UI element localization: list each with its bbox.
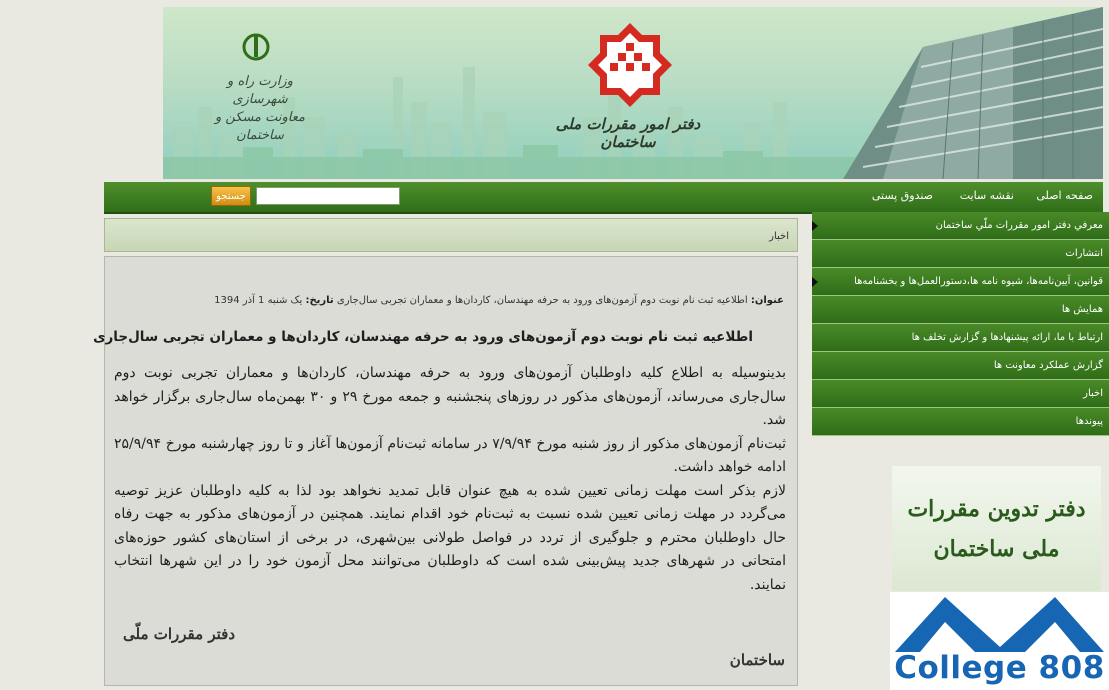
office-banner-ad[interactable] (892, 466, 1101, 591)
signature-line-1: دفتر مقررات ملّی (123, 625, 236, 643)
college-banner-ad[interactable] (890, 592, 1109, 690)
article-panel (93, 256, 798, 686)
article-body (114, 362, 786, 597)
sidebar-item-conferences[interactable] (812, 296, 1109, 324)
banner-line-2: ملی ساختمان (933, 536, 1060, 562)
article-headline: اطلاعیه ثبت نام نوبت دوم آزمون‌های ورود به حرفه مهندسان، کاردان‌ها و معماران تجربی سال‌جاری (93, 329, 753, 345)
college-banner-text: College 808 (894, 650, 1105, 686)
sidebar-item-links[interactable] (812, 408, 1109, 436)
banner-line-1: دفتر تدوین مقررات (907, 496, 1086, 522)
sidebar-menu (812, 212, 1109, 436)
sidebar-item-label: همايش ها (1061, 304, 1103, 315)
arrow-right-icon (812, 221, 818, 231)
sidebar-item-contact[interactable] (812, 324, 1109, 352)
sidebar-item-label: معرفي دفتر امور مقررات ملّي ساختمان (935, 220, 1103, 231)
nav-sitemap-link[interactable]: نقشه سایت (959, 189, 1014, 202)
sidebar-item-publications[interactable] (812, 240, 1109, 268)
meta-date: یک شنبه 1 آذر 1394 (214, 295, 303, 306)
sidebar-item-about[interactable] (812, 212, 1109, 240)
sidebar-item-news[interactable] (812, 380, 1109, 408)
office-name: دفتر امور مقررات ملی ساختمان (555, 115, 701, 151)
header-banner (163, 7, 1103, 179)
article-paragraph: لازم بذکر است مهلت زمانی تعیین شده به هیچ عنوان قابل تمدید نخواهد بود لذا به کلیه داوطلبان عزیز توصیه می‌گردد در مهلت زمانی تعیین شده نسبت به ثبت‌نام خود اقدام نمایند. همچنین در آزمون‌های مذکور به جهت رفاه حال داوطلبان محترم و جلوگیری از تردد در فواصل طولانی بین‌شهری، در برخی از استان‌های کشور حوزه‌های امتحانی در شهرهای جدید پیش‌بینی شده است که داوطلبان می‌توانند محل آزمون خود را در این شهرها انتخاب نمایند. (114, 482, 786, 593)
college-logo-icon (890, 592, 1109, 652)
section-title-bar (104, 218, 798, 252)
nav-mailbox-link[interactable]: صندوق پستی (871, 189, 933, 202)
search-button[interactable]: جستجو (211, 186, 251, 206)
office-logo-icon (588, 23, 672, 107)
search-input[interactable] (256, 187, 400, 205)
sidebar-item-label: انتشارات (1065, 248, 1103, 259)
nav-home-link[interactable]: صفحه اصلی (1036, 189, 1093, 202)
meta-title: اطلاعیه ثبت نام نوبت دوم آزمون‌های ورود به حرفه مهندسان، کاردان‌ها و معماران تجربی سال‌جاری (336, 295, 748, 306)
arrow-right-icon (812, 277, 818, 287)
article-paragraph: بدینوسیله به اطلاع کلیه داوطلبان آزمون‌های ورود به حرفه مهندسان، کاردان‌ها و معماران تجربی نوبت دوم سال‌جاری می‌رساند، آزمون‌های مذکور در روزهای پنجشنبه و جمعه مورخ ۲۹ و ۳۰ بهمن‌ماه سال‌جاری برگزار خواهد شد. (114, 365, 786, 428)
sidebar-item-regulations[interactable] (812, 268, 1109, 296)
signature-line-2: ساختمان (729, 651, 785, 669)
sidebar-item-label: قوانين، آيين‌نامه‌ها، شيوه نامه ها،دستورالعمل‌ها و بخشنامه‌ها (854, 276, 1103, 287)
iran-emblem-icon (244, 35, 268, 59)
sidebar-item-label: ارتباط با ما، ارائه پيشنهادها و گزارش تخلف ها (911, 332, 1103, 343)
meta-title-label: عنوان: (750, 295, 784, 306)
article-paragraph: ثبت‌نام آزمون‌های مذکور از روز شنبه مورخ ۷/۹/۹۴ در سامانه ثبت‌نام آزمون‌ها آغاز و تا روز چهارشنبه مورخ ۲۵/۹/۹۴ ادامه خواهد داشت. (114, 435, 786, 475)
sidebar-item-reports[interactable] (812, 352, 1109, 380)
top-navbar (104, 182, 1103, 214)
meta-date-label: تاریخ: (305, 295, 334, 306)
section-title: اخبار (769, 231, 789, 242)
ministry-name (205, 73, 315, 145)
ministry-line-2: معاونت مسکن و ساختمان (214, 110, 306, 143)
ministry-line-1: وزارت راه و شهرسازی (227, 74, 293, 107)
sidebar-item-label: اخبار (1083, 388, 1103, 399)
sidebar-item-label: پيوندها (1075, 416, 1103, 427)
building-graphic (803, 7, 1103, 179)
article-meta (214, 295, 784, 306)
sidebar-item-label: گزارش عملكرد معاونت ها (993, 360, 1103, 371)
